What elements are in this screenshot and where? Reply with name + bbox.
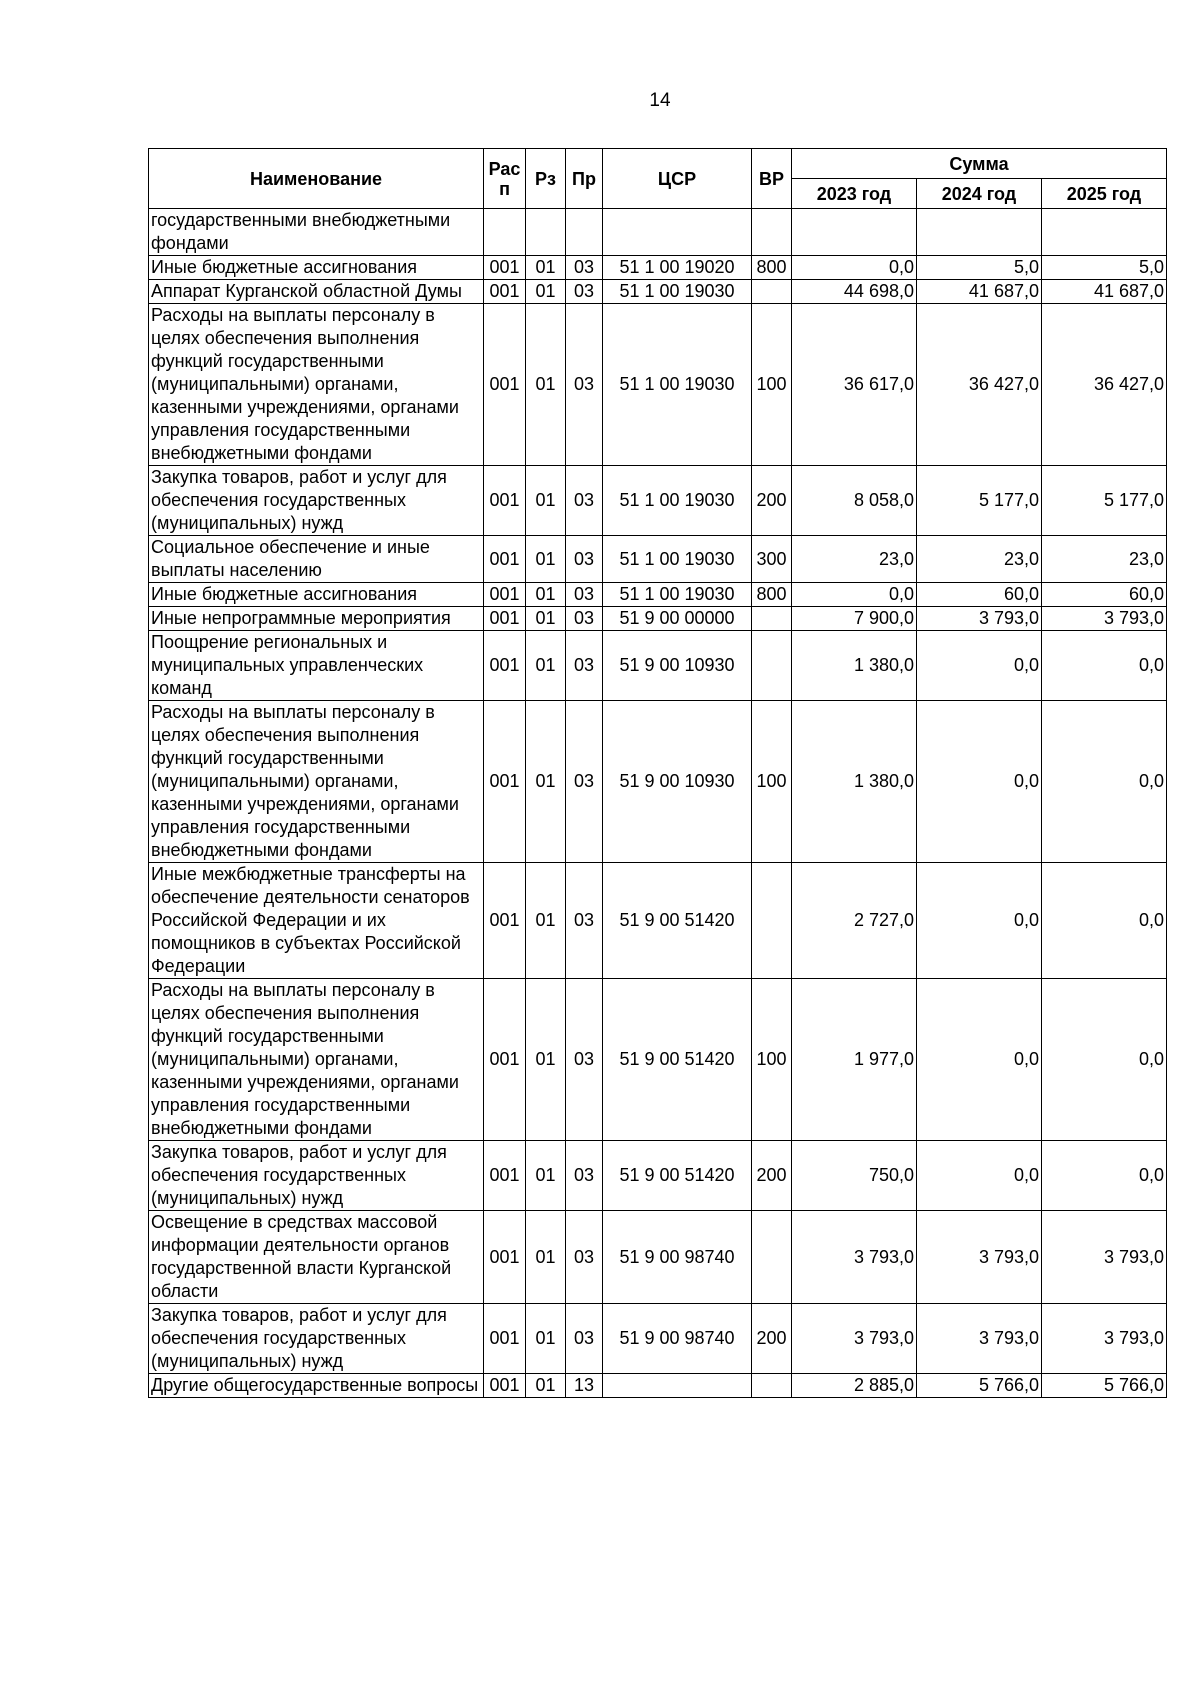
cell-sum-2023: 0,0 [792, 583, 917, 607]
cell-rz [526, 209, 566, 256]
cell-rz: 01 [526, 304, 566, 466]
cell-csr: 51 1 00 19030 [603, 304, 752, 466]
cell-sum-2024: 41 687,0 [917, 280, 1042, 304]
cell-name: Поощрение региональных и муниципальных управленческих команд [149, 631, 484, 701]
cell-sum-2025: 36 427,0 [1042, 304, 1167, 466]
cell-pr: 03 [566, 631, 603, 701]
table-row [149, 631, 1167, 701]
cell-rasp: 001 [484, 280, 526, 304]
cell-sum-2024: 0,0 [917, 979, 1042, 1141]
cell-name: Освещение в средствах массовой информации деятельности органов государственной власти Курганской области [149, 1211, 484, 1304]
header-year-2023: 2023 год [792, 179, 917, 209]
cell-rz: 01 [526, 631, 566, 701]
cell-csr: 51 1 00 19030 [603, 280, 752, 304]
cell-csr [603, 209, 752, 256]
cell-sum-2023: 1 977,0 [792, 979, 917, 1141]
cell-name: Иные бюджетные ассигнования [149, 256, 484, 280]
cell-sum-2024: 5 766,0 [917, 1374, 1042, 1398]
cell-sum-2024: 0,0 [917, 631, 1042, 701]
cell-pr: 03 [566, 466, 603, 536]
cell-name: Социальное обеспечение и иные выплаты населению [149, 536, 484, 583]
cell-name: Закупка товаров, работ и услуг для обеспечения государственных (муниципальных) нужд [149, 1141, 484, 1211]
cell-sum-2023: 7 900,0 [792, 607, 917, 631]
table-row [149, 1211, 1167, 1304]
cell-vr [752, 863, 792, 979]
cell-sum-2023: 750,0 [792, 1141, 917, 1211]
cell-csr: 51 9 00 10930 [603, 701, 752, 863]
cell-vr: 200 [752, 1141, 792, 1211]
cell-name: Расходы на выплаты персоналу в целях обеспечения выполнения функций государственными (муниципальными) органами, казенными учреждениями, органами управления государственными внебюджетными фондами [149, 304, 484, 466]
cell-rz: 01 [526, 256, 566, 280]
header-rasp [484, 149, 526, 209]
cell-rasp: 001 [484, 631, 526, 701]
cell-sum-2023: 3 793,0 [792, 1304, 917, 1374]
table-row [149, 1374, 1167, 1398]
cell-name: Иные непрограммные мероприятия [149, 607, 484, 631]
cell-rasp: 001 [484, 256, 526, 280]
table-row [149, 583, 1167, 607]
cell-vr: 200 [752, 1304, 792, 1374]
cell-name: Расходы на выплаты персоналу в целях обеспечения выполнения функций государственными (муниципальными) органами, казенными учреждениями, органами управления государственными внебюджетными фондами [149, 979, 484, 1141]
cell-vr: 300 [752, 536, 792, 583]
cell-csr: 51 9 00 98740 [603, 1304, 752, 1374]
cell-sum-2023: 44 698,0 [792, 280, 917, 304]
cell-rz: 01 [526, 1374, 566, 1398]
cell-rasp: 001 [484, 304, 526, 466]
cell-rasp: 001 [484, 583, 526, 607]
cell-sum-2023: 23,0 [792, 536, 917, 583]
cell-rasp: 001 [484, 466, 526, 536]
cell-rz: 01 [526, 280, 566, 304]
cell-sum-2023: 1 380,0 [792, 631, 917, 701]
cell-sum-2024: 36 427,0 [917, 304, 1042, 466]
cell-sum-2024: 3 793,0 [917, 1211, 1042, 1304]
cell-rasp: 001 [484, 607, 526, 631]
cell-rz: 01 [526, 1141, 566, 1211]
cell-name: Аппарат Курганской областной Думы [149, 280, 484, 304]
cell-sum-2025: 3 793,0 [1042, 1304, 1167, 1374]
cell-vr [752, 209, 792, 256]
cell-vr [752, 631, 792, 701]
table-header [149, 149, 1167, 209]
cell-sum-2023: 1 380,0 [792, 701, 917, 863]
cell-pr: 03 [566, 863, 603, 979]
cell-name: государственными внебюджетными фондами [149, 209, 484, 256]
header-rasp-line1: Рас [488, 158, 521, 179]
cell-rz: 01 [526, 583, 566, 607]
cell-pr: 03 [566, 1211, 603, 1304]
page-number: 14 [649, 90, 671, 111]
cell-pr: 03 [566, 1304, 603, 1374]
cell-pr: 03 [566, 979, 603, 1141]
cell-sum-2025: 0,0 [1042, 631, 1167, 701]
cell-sum-2025: 5 766,0 [1042, 1374, 1167, 1398]
cell-sum-2024: 0,0 [917, 1141, 1042, 1211]
cell-sum-2023: 36 617,0 [792, 304, 917, 466]
cell-sum-2024: 0,0 [917, 863, 1042, 979]
cell-sum-2024: 5,0 [917, 256, 1042, 280]
cell-rasp: 001 [484, 701, 526, 863]
cell-rz: 01 [526, 607, 566, 631]
cell-rz: 01 [526, 701, 566, 863]
cell-csr: 51 9 00 51420 [603, 979, 752, 1141]
cell-rz: 01 [526, 1211, 566, 1304]
header-rasp-line2: п [499, 178, 510, 199]
cell-sum-2025: 23,0 [1042, 536, 1167, 583]
cell-csr: 51 9 00 00000 [603, 607, 752, 631]
cell-sum-2023: 2 727,0 [792, 863, 917, 979]
cell-vr: 800 [752, 583, 792, 607]
cell-sum-2024: 60,0 [917, 583, 1042, 607]
cell-csr: 51 9 00 10930 [603, 631, 752, 701]
cell-sum-2025: 0,0 [1042, 701, 1167, 863]
cell-name: Иные бюджетные ассигнования [149, 583, 484, 607]
cell-rz: 01 [526, 979, 566, 1141]
table-row [149, 863, 1167, 979]
cell-rz: 01 [526, 536, 566, 583]
cell-csr: 51 9 00 51420 [603, 863, 752, 979]
cell-pr: 03 [566, 607, 603, 631]
cell-sum-2023: 0,0 [792, 256, 917, 280]
cell-csr: 51 1 00 19030 [603, 466, 752, 536]
cell-pr: 03 [566, 536, 603, 583]
cell-sum-2024 [917, 209, 1042, 256]
cell-pr: 03 [566, 701, 603, 863]
cell-vr [752, 607, 792, 631]
table-row [149, 256, 1167, 280]
cell-pr: 13 [566, 1374, 603, 1398]
cell-sum-2025: 41 687,0 [1042, 280, 1167, 304]
cell-name: Другие общегосударственные вопросы [149, 1374, 484, 1398]
cell-rasp: 001 [484, 1211, 526, 1304]
header-sum: Сумма [792, 149, 1167, 179]
cell-rz: 01 [526, 863, 566, 979]
cell-sum-2023: 2 885,0 [792, 1374, 917, 1398]
table-row [149, 701, 1167, 863]
cell-csr: 51 1 00 19030 [603, 536, 752, 583]
table-row [149, 607, 1167, 631]
cell-vr: 100 [752, 701, 792, 863]
cell-name: Расходы на выплаты персоналу в целях обеспечения выполнения функций государственными (муниципальными) органами, казенными учреждениями, органами управления государственными внебюджетными фондами [149, 701, 484, 863]
cell-sum-2025: 0,0 [1042, 863, 1167, 979]
cell-vr [752, 280, 792, 304]
cell-rz: 01 [526, 466, 566, 536]
header-rz: Рз [526, 149, 566, 209]
cell-name: Иные межбюджетные трансферты на обеспечение деятельности сенаторов Российской Федерации и их помощников в субъектах Российской Федерации [149, 863, 484, 979]
cell-vr: 100 [752, 979, 792, 1141]
cell-rasp: 001 [484, 1374, 526, 1398]
cell-sum-2024: 3 793,0 [917, 1304, 1042, 1374]
table-row [149, 209, 1167, 256]
cell-sum-2025: 0,0 [1042, 979, 1167, 1141]
cell-sum-2025: 3 793,0 [1042, 607, 1167, 631]
cell-rasp: 001 [484, 1141, 526, 1211]
cell-pr [566, 209, 603, 256]
header-year-2024: 2024 год [917, 179, 1042, 209]
cell-rasp: 001 [484, 536, 526, 583]
cell-sum-2025: 0,0 [1042, 1141, 1167, 1211]
header-vr: ВР [752, 149, 792, 209]
cell-csr: 51 1 00 19030 [603, 583, 752, 607]
cell-sum-2023: 3 793,0 [792, 1211, 917, 1304]
cell-sum-2025: 3 793,0 [1042, 1211, 1167, 1304]
table-body [149, 209, 1167, 1398]
cell-sum-2024: 5 177,0 [917, 466, 1042, 536]
table-row [149, 536, 1167, 583]
cell-pr: 03 [566, 304, 603, 466]
cell-csr: 51 9 00 98740 [603, 1211, 752, 1304]
cell-pr: 03 [566, 256, 603, 280]
cell-sum-2025: 60,0 [1042, 583, 1167, 607]
cell-csr [603, 1374, 752, 1398]
table-row [149, 280, 1167, 304]
header-pr: Пр [566, 149, 603, 209]
cell-name: Закупка товаров, работ и услуг для обеспечения государственных (муниципальных) нужд [149, 466, 484, 536]
cell-vr [752, 1211, 792, 1304]
budget-table [148, 148, 1167, 1398]
cell-rasp [484, 209, 526, 256]
cell-sum-2024: 3 793,0 [917, 607, 1042, 631]
cell-sum-2023 [792, 209, 917, 256]
cell-sum-2025: 5 177,0 [1042, 466, 1167, 536]
cell-rasp: 001 [484, 863, 526, 979]
header-name: Наименование [149, 149, 484, 209]
table-row [149, 1304, 1167, 1374]
cell-rasp: 001 [484, 979, 526, 1141]
cell-name: Закупка товаров, работ и услуг для обеспечения государственных (муниципальных) нужд [149, 1304, 484, 1374]
table-row [149, 304, 1167, 466]
cell-rz: 01 [526, 1304, 566, 1374]
header-csr: ЦСР [603, 149, 752, 209]
cell-vr [752, 1374, 792, 1398]
cell-vr: 800 [752, 256, 792, 280]
cell-pr: 03 [566, 1141, 603, 1211]
cell-vr: 200 [752, 466, 792, 536]
table-row [149, 466, 1167, 536]
cell-csr: 51 1 00 19020 [603, 256, 752, 280]
header-year-2025: 2025 год [1042, 179, 1167, 209]
cell-rasp: 001 [484, 1304, 526, 1374]
cell-sum-2025 [1042, 209, 1167, 256]
cell-sum-2025: 5,0 [1042, 256, 1167, 280]
table-row [149, 979, 1167, 1141]
cell-sum-2024: 23,0 [917, 536, 1042, 583]
cell-pr: 03 [566, 583, 603, 607]
cell-sum-2024: 0,0 [917, 701, 1042, 863]
cell-vr: 100 [752, 304, 792, 466]
table-row [149, 1141, 1167, 1211]
cell-pr: 03 [566, 280, 603, 304]
cell-csr: 51 9 00 51420 [603, 1141, 752, 1211]
cell-sum-2023: 8 058,0 [792, 466, 917, 536]
